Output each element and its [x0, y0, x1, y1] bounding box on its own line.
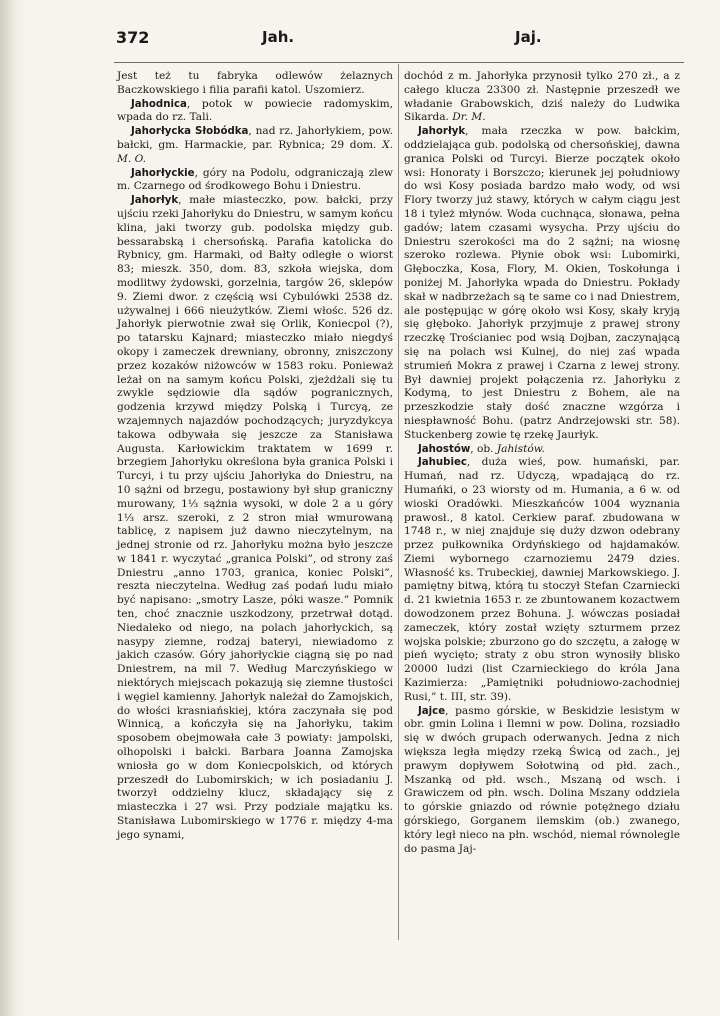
entry — [117, 70, 393, 98]
running-head-right: Jaj. — [515, 28, 542, 46]
entry — [117, 167, 393, 195]
entry-signature: X. M. O. — [117, 138, 393, 165]
header-rule — [114, 62, 684, 63]
running-head-left: Jah. — [262, 28, 295, 46]
right-column — [404, 70, 680, 856]
entry-headword: Jahorłycka Słobódka — [131, 126, 249, 138]
entry-headword: Jahubiec — [418, 457, 467, 469]
entry — [404, 705, 680, 857]
scan-binding-shadow — [0, 0, 26, 1016]
entry-text: , nad rz. Jahorłykiem, pow. bałcki, gm. Harmackie, par. Rybnica; 29 dom. — [117, 125, 393, 151]
entry-headword: Jajce — [418, 705, 446, 717]
entry-text: , mała rzeczka w pow. bałckim, oddzielająca gub. podolską od chersońskiej, dawna granica Polski od Turcyi. Bierze początek około wsi: Honoraty i Borszczo; kierunek jej południowy do wsi Kosy posiada bardzo mało wody, od wsi Flory tworzy już stawy, których w całym ciągu jest 18 i tyleż młynów. Woda cuchnąca, słonawa, pełna gadów; latem czasami wysycha. Przy ujściu do Dniestru szerokości ma do 2 sążni; na wiosnę szeroko rozlewa. Płynie obok wsi: Lubomirki, Głęboczka, Kosa, Flory, M. Okien, Toskołunga i poniżej M. Jahorłyka wpada do Dniestru. Pokłady skał w nadbrzeżach są te same co i nad Dniestrem, ale postępując w górę około wsi Kosy, skały kryją się głęboko. Jahorłyk przyjmuje z prawej strony rzeczkę Trościaniec pod wsią Dojban, zaczynającą się na polach wsi Kulnej, do niej zaś wpada strumień Mokra z prawej i Czarna z lewej strony. Był dawniej projekt połączenia rz. Jahorłyku z Kodymą, to jest Dniestru z Bohem, ale na przeszkodzie stały dość znaczne wzgórza i niespławność Bohu. (patrz Andrzejowski str. 58). Stuckenberg zowie tę rzekę Jaurłyk. — [404, 125, 680, 441]
entry-text: , duża wieś, pow. humański, par. Humań, nad rz. Udyczą, wpadającą do rz. Humańki, o 23 wiorsty od m. Humania, a 6 w. od wioski Oradówki. Mieszkańców 1004 wyznania prawosł., 8 katol. Cerkiew paraf. zbudowana w 1748 r., w niej znajduje się duży dzwon odebrany przez pułkownika Ordyńskiego od hajdamaków. Ziemi wybornego czarnoziemu 2479 dzies. Własność ks. Trubeckiej, dawniej Markowskiego. J. pamiętny bitwą, którą tu stoczył Stefan Czarniecki d. 21 kwietnia 1653 r. ze zbuntowanem kozactwem dowodzonem przez Bohuna. J. wówczas posiadał zameczek, który został wzięty szturmem przez wojska polskie; zburzono go do szczętu, a załogę w pień wycięto; straty z obu stron wynosiły blisko 20000 ludzi (list Czarnieckiego do króla Jana Kazimierza: „Pamiętniki południowo-zachodniej Rusi,” t. III, str. 39). — [404, 456, 680, 703]
entry-headword: Jahorłyk — [418, 126, 466, 138]
entry — [117, 125, 393, 166]
entry-headword: Jahostów — [418, 443, 471, 455]
column-divider — [398, 64, 399, 940]
entry-text: , pasmo górskie, w Beskidzie lesistym w obr. gmin Lolina i Ilemni w pow. Dolina, rozsiadło się w dwóch grupach oderwanych. Jedna z nich większa legła między rzeką Świcą od zach., jej prawym dopływem Sołotwiną od płd. zach., Mszanką od płd. wsch., Mszaną od wsch. i Grawiczem od płn. wsch. Dolina Mszany oddziela to górskie gniazdo od równie potężnego działu górskiego, Gorganem ilemskim (ob.) zwanego, który legł nieco na płn. wschód, niemal równolegle do pasma Jaj- — [404, 704, 680, 855]
page-number: 372 — [116, 28, 150, 47]
entry — [117, 194, 393, 842]
entry-headword: Jahodnica — [131, 98, 187, 110]
left-column — [117, 70, 393, 843]
entry-text: Jest też tu fabryka odlewów żelaznych Baczkowskiego i filia parafii katol. Uszomierz. — [117, 70, 393, 96]
entry — [404, 456, 680, 704]
entry-headword: Jahorłyk — [131, 195, 179, 207]
entry — [117, 98, 393, 126]
entry-text: , małe miasteczko, pow. bałcki, przy ujściu rzeki Jahorłyku do Dniestru, w samym końcu klina, jaki tworzy gub. podolska między gub. bessarabską i chersońską. Parafia katolicka do Rybnicy, gm. Harmaki, od Bałty odległe o wiorst 83; mieszk. 350, dom. 83, szkoła wiejska, dom modlitwy żydowski, gorzelnia, targów 26, sklepów 9. Ziemi dwor. z częścią wsi Cybulówki 2538 dz. używalnej i 666 nieużytków. Ziemi włośc. 526 dz. Jahorłyk pierwotnie zwał się Orlik, Koniecpol (?), po tatarsku Kajnard; miasteczko miało niegdyś okopy i zameczek drewniany, obronny, zniszczony przez kozaków niżowców w 1583 roku. Ponieważ leżał on na samym końcu Polski, zjeżdżali się tu zwykle sędziowie dla sądów pogranicznych, godzenia krzywd między Polską i Turcyą, ze wzajemnych najazdów pochodzących; juryzdykcya takowa odbywała się jeszcze za Stanisława Augusta. Karłowickim traktatem w 1699 r. brzegiem Jahorłyku określona była granica Polski i Turcyi, i tu przy ujściu Jahorłyka do Dniestru, na 10 sążni od brzegu, postawiony był słup graniczny murowany, 1⅓ sążnia wysoki, w dole 2 a u góry 1⅓ arsz. szeroki, z 2 stron miał wmurowaną tablicę, z napisem już dawno nieczytelnym, na jednej stronie od rz. Jahorłyku można było jeszcze w 1841 r. wyczytać „granica Polski”, od strony zaś Dniestru „anno 1703, granica, koniec Polski”, reszta nieczytelna. Według zaś podań ludu miało być napisano: „smotry Lasze, póki wasze.” Pomnik ten, choć znacznie uszkodzony, przetrwał dotąd. Niedaleko od niego, na polach jahorłyckich, są nasypy ziemne, rodzaj bateryi, niewiadomo z jakich czasów. Góry jahorłyckie ciągną się po nad Dniestrem, na mil 7. Według Marczyńskiego w niektórych miejscach pokazują się ziemne tłustości i węgiel kamienny. Jahorłyk należał do Zamojskich, do włości krasniańskiej, która zaczynała się pod Winnicą, a kończyła się na Jahorłyku, takim sposobem obejmowała całe 3 powiaty: jampolski, olhopolski i bałcki. Barbara Joanna Zamojska wniosła go w dom Koniecpolskich, od których przeszedł do Lubomirskich; w ich posiadaniu J. tworzył oddzielny klucz, składający się z miasteczka i 27 wsi. Przy podziale majątku ks. Stanisława Lubomirskiego w 1776 r. między 4-ma jego synami, — [117, 194, 393, 841]
entry-text: , potok w powiecie radomyskim, wpada do rz. Tali. — [117, 97, 393, 124]
entry-signature: Dr. M. — [452, 111, 486, 124]
entry-headword: Jahorłyckie — [131, 167, 195, 179]
entry — [404, 125, 680, 442]
entry-text: , góry na Podolu, odgraniczają zlew m. Czarnego od środkowego Bohu i Dniestru. — [117, 166, 393, 193]
entry — [404, 70, 680, 125]
entry-text: dochód z m. Jahorłyka przynosił tylko 270 zł., a z całego klucza 23300 zł. Następnie przeszedł we władanie Grabowskich, dziś należy do Ludwika Sikarda. — [404, 70, 680, 124]
entry-cross-reference: Jahistów. — [496, 442, 545, 455]
entry — [404, 443, 680, 457]
entry-text: , ob. — [470, 442, 497, 455]
page-header — [0, 28, 720, 52]
